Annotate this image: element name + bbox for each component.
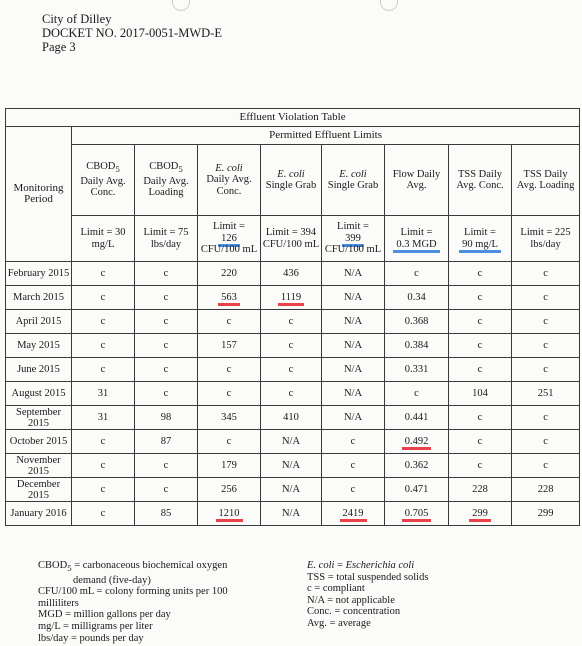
value-cell: 0.362 (385, 454, 449, 478)
value-cell (385, 430, 449, 454)
legend-conc: Conc. = concentration (307, 606, 401, 618)
value-cell: N/A (322, 262, 385, 286)
value-cell: c (512, 430, 580, 454)
value-cell: c (512, 286, 580, 310)
period-cell: October 2015 (6, 430, 72, 454)
period-cell: June 2015 (6, 358, 72, 382)
docket-number: DOCKET NO. 2017-0051-MWD-E (42, 26, 222, 40)
legend-cbod: $CBOD_5$ = carbonaceous biochemical oxygen (38, 560, 228, 574)
column-header: E. coli Single Grab (261, 145, 322, 216)
value-cell: 98 (135, 406, 198, 430)
value-cell: c (512, 358, 580, 382)
column-header: Flow Daily Avg. (385, 145, 449, 216)
document-header (42, 12, 222, 54)
value-cell: c (135, 262, 198, 286)
legend-cbod-cont: demand (five-day) (73, 574, 151, 586)
value-cell: c (449, 406, 512, 430)
table-row (6, 286, 580, 310)
value-cell: 31 (72, 382, 135, 406)
value-cell: 228 (512, 478, 580, 502)
table-row (6, 478, 580, 502)
value-cell: 31 (72, 406, 135, 430)
value-cell: c (512, 454, 580, 478)
value-cell: c (385, 382, 449, 406)
violation-highlight: 2419 (340, 508, 367, 522)
period-cell: September 2015 (6, 406, 72, 430)
value-cell: 228 (449, 478, 512, 502)
value-cell: c (322, 430, 385, 454)
limit-cell: Limit = 75 lbs/day (135, 216, 198, 262)
value-cell: c (198, 382, 261, 406)
value-cell: c (135, 454, 198, 478)
value-cell: 87 (135, 430, 198, 454)
value-cell: c (322, 478, 385, 502)
value-cell: 104 (449, 382, 512, 406)
value-cell: 436 (261, 262, 322, 286)
limit-cell: Limit = 90 mg/L (449, 216, 512, 262)
period-cell: April 2015 (6, 310, 72, 334)
value-cell (322, 502, 385, 526)
value-cell (198, 286, 261, 310)
value-cell: c (198, 310, 261, 334)
violation-highlight: 0.705 (402, 508, 432, 522)
value-cell: c (72, 502, 135, 526)
value-cell: c (198, 430, 261, 454)
period-cell: November 2015 (6, 454, 72, 478)
value-cell: 0.384 (385, 334, 449, 358)
limit-highlight: 0.3 MGD (393, 239, 439, 253)
period-cell: December 2015 (6, 478, 72, 502)
table-title: Effluent Violation Table (6, 109, 580, 127)
table-row (6, 262, 580, 286)
value-cell: c (449, 310, 512, 334)
value-cell: c (135, 358, 198, 382)
value-cell: c (72, 334, 135, 358)
value-cell: N/A (261, 454, 322, 478)
value-cell: 220 (198, 262, 261, 286)
legend-left (38, 560, 288, 644)
value-cell (261, 286, 322, 310)
period-cell: January 2016 (6, 502, 72, 526)
legend-ecoli: E. coli = Escherichia coli (307, 560, 415, 571)
table-row (6, 358, 580, 382)
legend-mgl: mg/L = milligrams per liter (38, 621, 153, 633)
limit-row (6, 216, 580, 262)
value-cell: c (449, 334, 512, 358)
column-header: TSS Daily Avg. Conc. (449, 145, 512, 216)
city-name: City of Dilley (42, 12, 112, 26)
period-cell: March 2015 (6, 286, 72, 310)
value-cell: c (135, 478, 198, 502)
violation-highlight: 0.492 (402, 436, 432, 450)
value-cell: N/A (322, 358, 385, 382)
value-cell: N/A (261, 502, 322, 526)
effluent-violation-table (5, 108, 580, 526)
page-number: Page 3 (42, 40, 76, 54)
value-cell: c (198, 358, 261, 382)
column-header: TSS Daily Avg. Loading (512, 145, 580, 216)
table-subtitle: Permitted Effluent Limits (72, 127, 580, 145)
table-row (6, 406, 580, 430)
limit-cell: Limit = 126 CFU/100 mL (198, 216, 261, 262)
table-row (6, 334, 580, 358)
table-row (6, 382, 580, 406)
value-cell: c (449, 454, 512, 478)
limit-highlight: 126 (218, 233, 240, 247)
violation-highlight: 563 (218, 292, 240, 306)
value-cell: c (322, 454, 385, 478)
value-cell: c (512, 262, 580, 286)
value-cell: c (261, 358, 322, 382)
value-cell: 179 (198, 454, 261, 478)
value-cell: c (72, 310, 135, 334)
limit-cell: Limit = 0.3 MGD (385, 216, 449, 262)
legend-tss: TSS = total suspended solids (307, 571, 429, 583)
limit-cell: Limit = 399 CFU/100 mL (322, 216, 385, 262)
limit-highlight: 399 (342, 233, 364, 247)
value-cell: c (512, 310, 580, 334)
legend-avg: Avg. = average (307, 617, 371, 629)
value-cell (449, 502, 512, 526)
value-cell: N/A (322, 310, 385, 334)
value-cell: c (72, 358, 135, 382)
legend-cfu: CFU/100 mL = colony forming units per 100 (38, 586, 228, 598)
value-cell: 0.34 (385, 286, 449, 310)
value-cell: N/A (322, 382, 385, 406)
limit-cell: Limit = 30 mg/L (72, 216, 135, 262)
table-body (6, 262, 580, 526)
value-cell: N/A (322, 334, 385, 358)
period-cell: February 2015 (6, 262, 72, 286)
value-cell: 410 (261, 406, 322, 430)
violation-highlight: 1210 (216, 508, 243, 522)
limit-highlight: 90 mg/L (459, 239, 501, 253)
value-cell: c (72, 430, 135, 454)
value-cell: 345 (198, 406, 261, 430)
violation-highlight: 1119 (278, 292, 304, 306)
value-cell: 85 (135, 502, 198, 526)
value-cell: N/A (261, 478, 322, 502)
value-cell: N/A (261, 430, 322, 454)
violation-highlight: 299 (469, 508, 491, 522)
period-cell: August 2015 (6, 382, 72, 406)
value-cell: N/A (322, 406, 385, 430)
value-cell: c (135, 382, 198, 406)
value-cell: c (261, 310, 322, 334)
column-header: $CBOD_5$ Daily Avg. Conc. (72, 145, 135, 216)
legend-lbs: lbs/day = pounds per day (38, 632, 144, 644)
value-cell (385, 502, 449, 526)
value-cell: c (449, 358, 512, 382)
value-cell: c (72, 454, 135, 478)
column-header: $CBOD_5$ Daily Avg. Loading (135, 145, 198, 216)
value-cell: c (385, 262, 449, 286)
value-cell: 256 (198, 478, 261, 502)
period-header: Monitoring Period (6, 127, 72, 262)
limit-cell: Limit = 225 lbs/day (512, 216, 580, 262)
value-cell: c (72, 286, 135, 310)
limit-cell: Limit = 394 CFU/100 mL (261, 216, 322, 262)
value-cell: N/A (322, 286, 385, 310)
value-cell: 0.441 (385, 406, 449, 430)
legend-na: N/A = not applicable (307, 594, 395, 606)
value-cell: c (449, 430, 512, 454)
value-cell: c (512, 334, 580, 358)
legend-mgd: MGD = million gallons per day (38, 609, 171, 621)
value-cell: c (261, 334, 322, 358)
value-cell: 157 (198, 334, 261, 358)
value-cell: c (449, 262, 512, 286)
value-cell: c (72, 478, 135, 502)
legend-cfu-cont: milliliters (38, 597, 79, 609)
value-cell: 299 (512, 502, 580, 526)
page-edge-mark (172, 0, 190, 11)
value-cell (198, 502, 261, 526)
value-cell: c (135, 334, 198, 358)
value-cell: 251 (512, 382, 580, 406)
table-row (6, 454, 580, 478)
value-cell: c (135, 310, 198, 334)
column-header: E. coli Daily Avg. Conc. (198, 145, 261, 216)
legend-c: c = compliant (307, 583, 365, 595)
value-cell: 0.331 (385, 358, 449, 382)
table-row (6, 310, 580, 334)
table-row (6, 430, 580, 454)
legend-right (307, 560, 567, 630)
value-cell: c (449, 286, 512, 310)
value-cell: c (512, 406, 580, 430)
column-header: E. coli Single Grab (322, 145, 385, 216)
value-cell: c (72, 262, 135, 286)
value-cell: c (135, 286, 198, 310)
table-row (6, 502, 580, 526)
value-cell: 0.471 (385, 478, 449, 502)
value-cell: 0.368 (385, 310, 449, 334)
value-cell: c (261, 382, 322, 406)
period-cell: May 2015 (6, 334, 72, 358)
page-edge-mark (380, 0, 398, 11)
column-header-row (6, 145, 580, 216)
